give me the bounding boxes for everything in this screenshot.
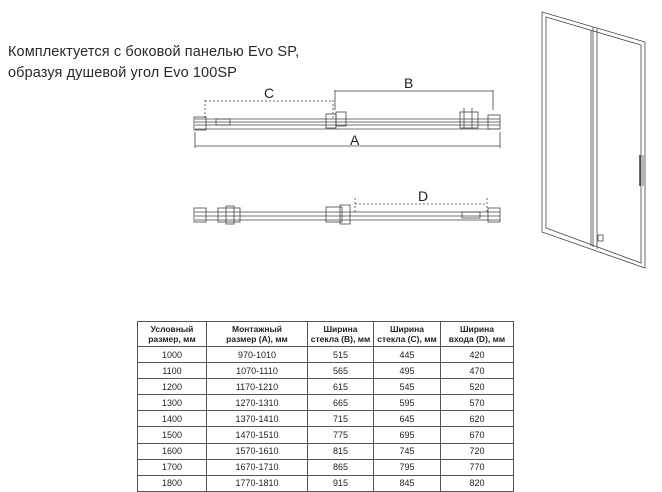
dimension-label-d: D [418,188,429,204]
dimension-label-a: A [350,132,360,148]
table-cell: 1370-1410 [207,411,308,427]
table-cell: 645 [374,411,441,427]
table-cell: 1070-1110 [207,363,308,379]
table-cell: 515 [308,347,374,363]
table-cell: 1600 [138,443,207,459]
table-cell: 565 [308,363,374,379]
table-cell: 745 [374,443,441,459]
plan-view-open [194,198,500,224]
table-row [138,459,514,475]
table-cell: 670 [441,427,514,443]
table-cell: 1770-1810 [207,475,308,491]
dimension-label-b: B [404,75,414,91]
table-row [138,347,514,363]
table-header-row [138,322,514,347]
table-row [138,363,514,379]
table-cell: 695 [374,427,441,443]
note-line-2: образуя душевой угол Evo 100SP [8,65,237,81]
table-row [138,475,514,491]
table-row [138,395,514,411]
plan-view-closed [194,90,500,148]
table-cell: 1170-1210 [207,379,308,395]
note-line-1: Комплектуется с боковой панелью Evo SP, [8,44,300,60]
table-cell: 1500 [138,427,207,443]
table-cell: 1270-1310 [207,395,308,411]
table-cell: 1400 [138,411,207,427]
table-cell: 595 [374,395,441,411]
dimension-label-c: C [264,85,275,101]
column-header-nominal-size: Условный размер, мм [138,322,207,347]
table-cell: 620 [441,411,514,427]
table-row [138,427,514,443]
table-cell: 865 [308,459,374,475]
table-cell: 720 [441,443,514,459]
table-cell: 615 [308,379,374,395]
table-row [138,411,514,427]
table-cell: 915 [308,475,374,491]
table-cell: 775 [308,427,374,443]
table-cell: 815 [308,443,374,459]
table-cell: 845 [374,475,441,491]
table-cell: 1670-1710 [207,459,308,475]
table-cell: 820 [441,475,514,491]
column-header-mounting-size: Монтажный размер (А), мм [207,322,308,347]
table-row [138,443,514,459]
table-cell: 1000 [138,347,207,363]
table-cell: 1200 [138,379,207,395]
table-cell: 1470-1510 [207,427,308,443]
table-cell: 715 [308,411,374,427]
table-cell: 420 [441,347,514,363]
table-cell: 545 [374,379,441,395]
table-cell: 470 [441,363,514,379]
door-perspective [542,12,645,268]
size-specification-table [137,321,514,492]
table-cell: 1570-1610 [207,443,308,459]
column-header-entry-width-d: Ширина входа (D), мм [441,322,514,347]
column-header-glass-width-c: Ширина стекла (С), мм [374,322,441,347]
table-cell: 570 [441,395,514,411]
table-cell: 665 [308,395,374,411]
table-cell: 445 [374,347,441,363]
table-cell: 1100 [138,363,207,379]
table-row [138,379,514,395]
table-cell: 1300 [138,395,207,411]
table-cell: 795 [374,459,441,475]
table-cell: 1700 [138,459,207,475]
table-cell: 770 [441,459,514,475]
table-cell: 495 [374,363,441,379]
column-header-glass-width-b: Ширина стекла (В), мм [308,322,374,347]
table-cell: 1800 [138,475,207,491]
table-cell: 970-1010 [207,347,308,363]
table-cell: 520 [441,379,514,395]
